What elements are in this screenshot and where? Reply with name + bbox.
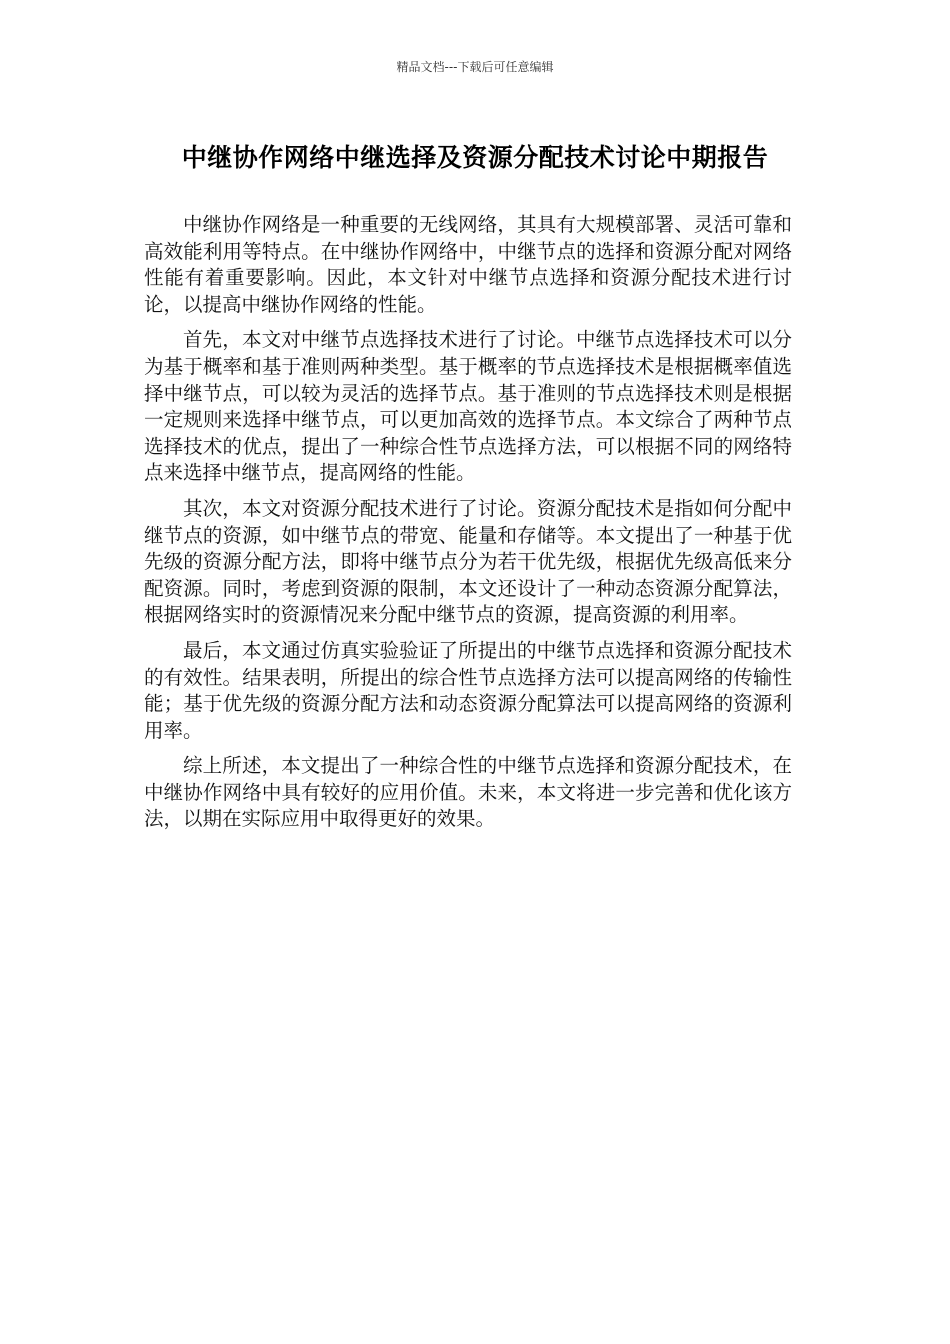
document-title: 中继协作网络中继选择及资源分配技术讨论中期报告 <box>181 143 769 172</box>
document-body <box>144 212 792 842</box>
paragraph-node-selection: 首先，本文对中继节点选择技术进行了讨论。中继节点选择技术可以分为基于概率和基于准则两种类型。基于概率的节点选择技术是根据概率值选择中继节点，可以较为灵活的选择节点。基于准则的节点选择技术则是根据一定规则来选择中继节点，可以更加高效的选择节点。本文综合了两种节点选择技术的优点，提出了一种综合性节点选择方法，可以根据不同的网络特点来选择中继节点，提高网络的性能。 <box>144 328 792 485</box>
header-note: 精品文档---下载后可任意编辑 <box>396 60 554 74</box>
paragraph-intro: 中继协作网络是一种重要的无线网络，其具有大规模部署、灵活可靠和高效能利用等特点。在中继协作网络中，中继节点的选择和资源分配对网络性能有着重要影响。因此，本文针对中继节点选择和资源分配技术进行讨论，以提高中继协作网络的性能。 <box>144 213 792 316</box>
paragraph-resource-allocation: 其次，本文对资源分配技术进行了讨论。资源分配技术是指如何分配中继节点的资源，如中继节点的带宽、能量和存储等。本文提出了一种基于优先级的资源分配方法，即将中继节点分为若干优先级，根据优先级高低来分配资源。同时，考虑到资源的限制，本文还设计了一种动态资源分配算法，根据网络实时的资源情况来分配中继节点的资源，提高资源的利用率。 <box>144 496 792 627</box>
paragraph-conclusion: 综上所述，本文提出了一种综合性的中继节点选择和资源分配技术，在中继协作网络中具有较好的应用价值。未来，本文将进一步完善和优化该方法，以期在实际应用中取得更好的效果。 <box>144 754 792 831</box>
paragraph-simulation: 最后，本文通过仿真实验验证了所提出的中继节点选择和资源分配技术的有效性。结果表明，所提出的综合性节点选择方法可以提高网络的传输性能；基于优先级的资源分配方法和动态资源分配算法可以提高网络的资源利用率。 <box>144 638 792 742</box>
